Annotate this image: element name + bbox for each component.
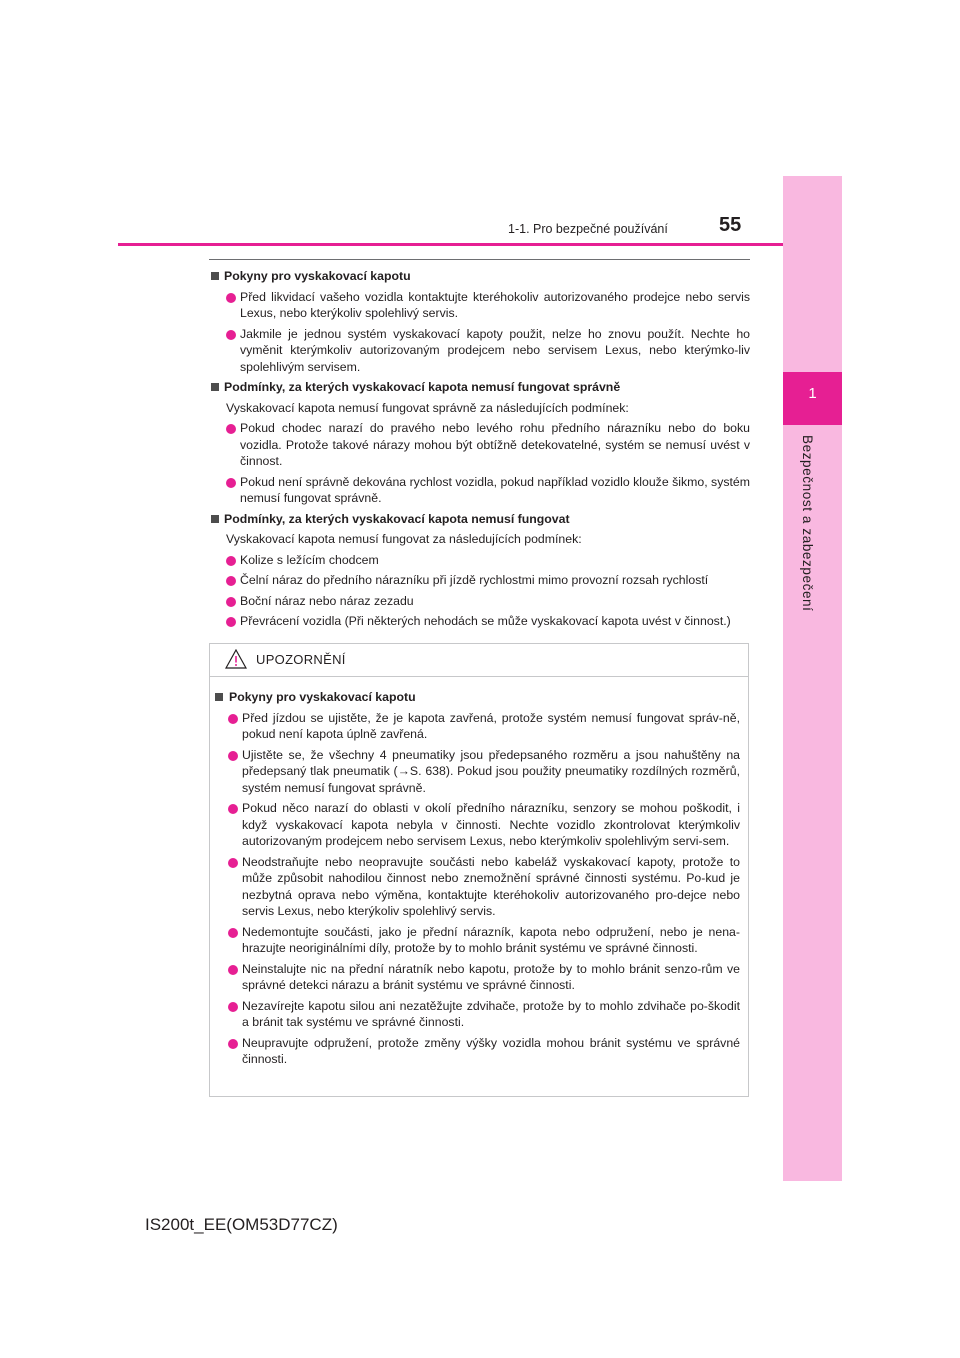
chapter-side-strip (783, 176, 842, 1181)
warning-heading: Pokyny pro vyskakovací kapotu (211, 689, 740, 706)
bullet-dot-icon (226, 293, 236, 303)
bullet-dot-icon (228, 965, 238, 975)
list-item: Převrácení vozidla (Při některých nehodách se může vyskakovací kapota uvést v činnost.) (209, 613, 750, 630)
warning-body (210, 677, 748, 1068)
bullet-dot-icon (228, 1002, 238, 1012)
square-bullet-icon (211, 383, 219, 391)
section-intro: Vyskakovací kapota nemusí fungovat správně za následujících podmínek: (226, 400, 629, 415)
page-number: 55 (719, 214, 742, 236)
section-heading: Podmínky, za kterých vyskakovací kapota nemusí fungovat (209, 511, 750, 528)
list-item: Jakmile je jednou systém vyskakovací kapoty použit, nelze ho znovu použít. Nechte ho vyměnit kterýmkoliv autorizovaným prodejcem nebo servisem Lexus, nebo kterýmko-liv spolehlivým servisem. (209, 326, 750, 376)
bullet-dot-icon (228, 1039, 238, 1049)
warning-triangle-icon (225, 649, 247, 669)
list-item: Pokud chodec narazí do pravého nebo levého rohu předního nárazníku nebo do boku vozidla. Protože takové nárazy mohou být obtížně detekovatelné, systém se nemusí uvést v činnost. (209, 420, 750, 470)
header-rule (118, 243, 783, 246)
model-code-footer: IS200t_EE(OM53D77CZ) (145, 1215, 338, 1234)
list-item: Pokud není správně dekována rychlost vozidla, pokud například vozidlo klouže šikmo, systém nemusí fungovat správně. (209, 474, 750, 507)
content-top-rule (209, 259, 750, 260)
section-heading: Podmínky, za kterých vyskakovací kapota nemusí fungovat správně (209, 379, 750, 396)
list-item: Před likvidací vašeho vozidla kontaktujte kteréhokoliv autorizovaného prodejce nebo servis Lexus, nebo kterýkoliv spolehlivý servis. (209, 289, 750, 322)
chapter-title: Bezpečnost a zabezpečení (800, 435, 815, 612)
warning-item: Ujistěte se, že všechny 4 pneumatiky jsou předepsaného rozměru a jsou nahuštěny na předepsaný tlak pneumatik (→S. 638). Pokud jsou použity pneumatiky rozdílných rozměrů, systém nemusí fungovat správně. (211, 747, 740, 797)
list-item: Kolize s ležícím chodcem (209, 552, 750, 569)
square-bullet-icon (211, 515, 219, 523)
warning-item: Neodstraňujte nebo neopravujte součásti nebo kabeláž vyskakovací kapoty, protože to může způsobit nahodilou činnost nebo znemožnění správné činnosti systému. Po-kud je nezbytná oprava nebo výměna, kontaktujte kteréhokoliv autorizovaného pro-dejce nebo servis Lexus, nebo kterýkoliv spolehlivý servis. (211, 854, 740, 920)
bullet-dot-icon (226, 597, 236, 607)
warning-item: Neinstalujte nic na přední náratník nebo kapotu, protože by to mohlo bránit senzo-rům ve správné detekci nárazu a bránit systému ve správné činnosti. (211, 961, 740, 994)
warning-title: UPOZORNĚNÍ (256, 652, 346, 667)
warning-header (210, 644, 748, 677)
warning-box (209, 643, 749, 1097)
bullet-dot-icon (228, 928, 238, 938)
bullet-dot-icon (226, 556, 236, 566)
section-heading: Pokyny pro vyskakovací kapotu (209, 268, 750, 285)
square-bullet-icon (211, 272, 219, 280)
section-intro: Vyskakovací kapota nemusí fungovat za následujících podmínek: (226, 532, 582, 546)
warning-item: Před jízdou se ujistěte, že je kapota zavřená, protože systém nemusí fungovat správ-ně, pokud není kapota úplně zavřená. (211, 710, 740, 743)
list-item: Čelní náraz do předního nárazníku při jízdě rychlostmi mimo provozní rozsah rychlostí (209, 572, 750, 589)
chapter-number: 1 (808, 385, 817, 402)
header-section-title: 1-1. Pro bezpečné používání (508, 222, 668, 236)
warning-item: Pokud něco narazí do oblasti v okolí předního nárazníku, senzory se mohou poškodit, i když vyskakovací kapota nebyla v činnosti. Nechte vozidlo zkontrolovat kterýmkoliv autorizovaným prodejcem nebo servisem Lexus, nebo kterýmkoliv spolehlivým servi-sem. (211, 800, 740, 850)
bullet-dot-icon (228, 714, 238, 724)
bullet-dot-icon (226, 617, 236, 627)
bullet-dot-icon (228, 858, 238, 868)
square-bullet-icon (215, 693, 223, 701)
list-item: Boční náraz nebo náraz zezadu (209, 593, 750, 610)
warning-item: Neupravujte odpružení, protože změny výšky vozidla mohou bránit systému ve správné činnosti. (211, 1035, 740, 1068)
bullet-dot-icon (226, 330, 236, 340)
bullet-dot-icon (226, 478, 236, 488)
bullet-dot-icon (226, 424, 236, 434)
warning-item: Nedemontujte součásti, jako je přední nárazník, kapota nebo odpružení, nebo je nena-hrazujte neoriginálními díly, protože by to mohlo bránit systému ve správné činnosti. (211, 924, 740, 957)
bullet-dot-icon (228, 751, 238, 761)
main-content (209, 268, 750, 634)
warning-item: Nezavírejte kapotu silou ani nezatěžujte zdvihače, protože by to mohlo zdvihače po-škodit a bránit tak systému ve správné činnosti. (211, 998, 740, 1031)
bullet-dot-icon (228, 804, 238, 814)
bullet-dot-icon (226, 576, 236, 586)
